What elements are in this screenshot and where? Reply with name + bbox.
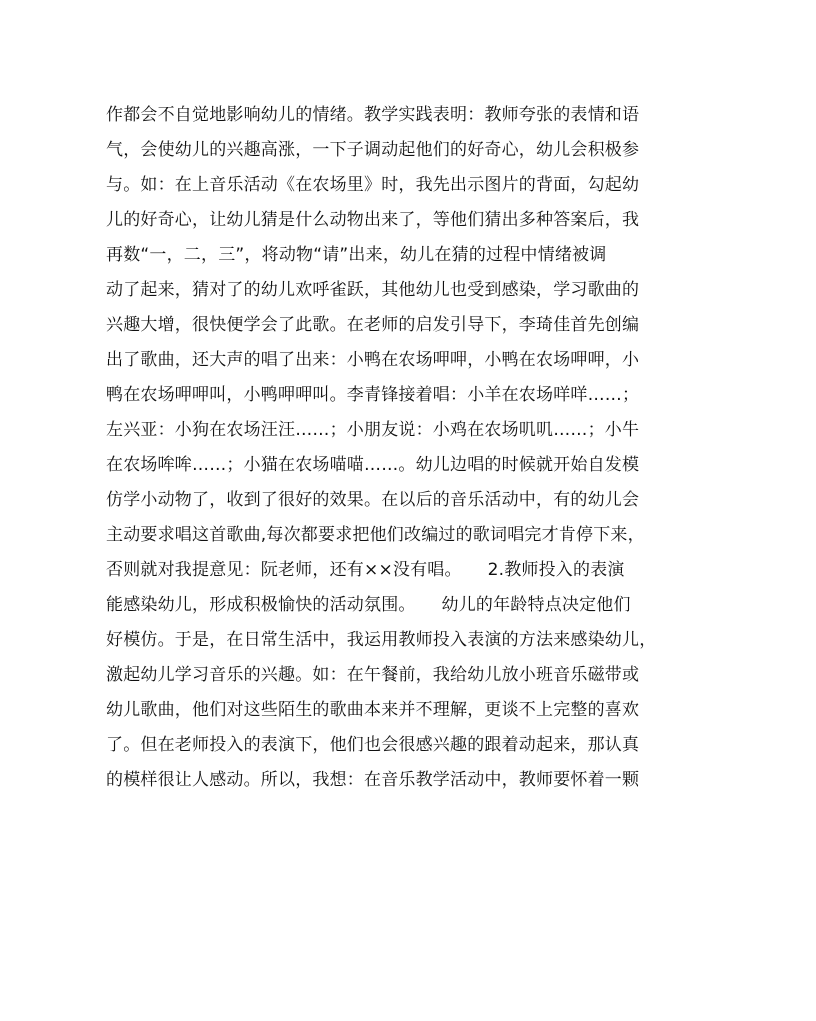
text-line: 再数“一，二，三”，将动物“请”出来，幼儿在猜的过程中情绪被调: [106, 245, 607, 265]
text-line: 动了起来，猜对了的幼儿欢呼雀跃，其他幼儿也受到感染，学习歌曲的: [106, 280, 640, 300]
text-line: 儿的好奇心，让幼儿猜是什么动物出来了，等他们猜出多种答案后，我: [106, 210, 640, 230]
text-line: 气，会使幼儿的兴趣高涨，一下子调动起他们的好奇心，幼儿会积极参: [106, 140, 640, 160]
text-line: 激起幼儿学习音乐的兴趣。如：在午餐前，我给幼儿放小班音乐磁带或: [106, 665, 640, 685]
text-line: 兴趣大增，很快便学会了此歌。在老师的启发引导下，李琦佳首先创编: [106, 315, 640, 335]
text-line: 在农场哞哞……；小猫在农场喵喵……。幼儿边唱的时候就开始自发模: [106, 455, 640, 475]
text-line: 的模样很让人感动。所以，我想：在音乐教学活动中，教师要怀着一颗: [106, 770, 640, 790]
text-line: 鸭在农场呷呷叫，小鸭呷呷叫。李青锋接着唱：小羊在农场咩咩……；: [106, 385, 640, 405]
text-line: 主动要求唱这首歌曲,每次都要求把他们改编过的歌词唱完才肯停下来，: [106, 525, 645, 545]
text-line: 与。如：在上音乐活动《在农场里》时，我先出示图片的背面，勾起幼: [106, 175, 640, 195]
body-text: [106, 98, 706, 798]
text-line: 出了歌曲，还大声的唱了出来：小鸭在农场呷呷，小鸭在农场呷呷，小: [106, 350, 640, 370]
text-line: 能感染幼儿，形成积极愉快的活动氛围。 幼儿的年龄特点决定他们: [106, 595, 631, 615]
text-line: 作都会不自觉地影响幼儿的情绪。教学实践表明：教师夸张的表情和语: [106, 105, 640, 125]
text-line: 幼儿歌曲，他们对这些陌生的歌曲本来并不理解，更谈不上完整的喜欢: [106, 700, 640, 720]
text-line: 否则就对我提意见：阮老师，还有××没有唱。 2.教师投入的表演: [106, 560, 625, 580]
text-line: 仿学小动物了，收到了很好的效果。在以后的音乐活动中，有的幼儿会: [106, 490, 640, 510]
text-line: 左兴亚：小狗在农场汪汪……；小朋友说：小鸡在农场叽叽……；小牛: [106, 420, 640, 440]
text-line: 好模仿。于是，在日常生活中，我运用教师投入表演的方法来感染幼儿，: [106, 630, 657, 650]
text-line: 了。但在老师投入的表演下，他们也会很感兴趣的跟着动起来，那认真: [106, 735, 640, 755]
